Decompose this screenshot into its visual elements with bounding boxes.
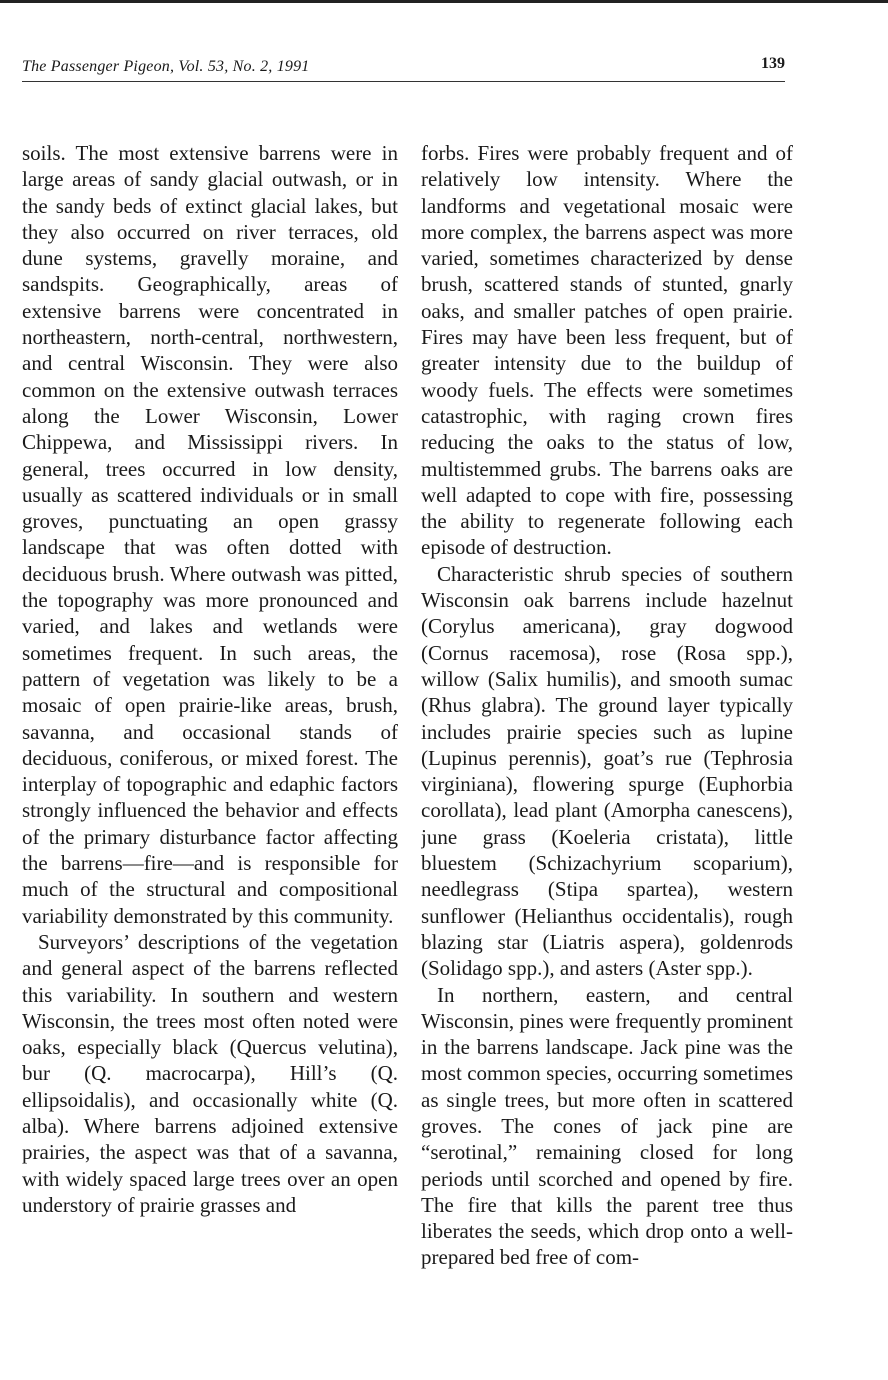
left-column — [22, 140, 398, 1370]
paragraph-surveyors-descriptions: Surveyors’ descriptions of the vegetation and general aspect of the barrens reflected this variability. In southern and western Wisconsin, the trees most often noted were oaks, especially black (Quercus velutina), bur (Q. macrocarpa), Hill’s (Q. ellipsoidalis), and occasionally white (Q. alba). Where barrens adjoined extensive prairies, the aspect was that of a savanna, with widely spaced large trees over an open understory of prairie grasses and — [22, 929, 398, 1217]
running-head: The Passenger Pigeon, Vol. 53, No. 2, 1991 — [22, 58, 310, 75]
paragraph-fire-effects: forbs. Fires were probably frequent and of relatively low intensity. Where the landforms and vegetational mosaic were more complex, the barrens aspect was more varied, sometimes characterized by dense brush, scattered stands of stunted, gnarly oaks, and smaller patches of open prairie. Fires may have been less frequent, but of greater intensity due to the buildup of woody fuels. The effects were sometimes catastrophic, with raging crown fires reducing the oaks to the status of low, multistemmed grubs. The barrens oaks are well adapted to cope with fire, possessing the ability to regenerate following each episode of destruction. — [421, 141, 793, 560]
top-border-rule — [0, 0, 888, 3]
page-header — [22, 55, 785, 82]
paragraph-shrub-species: Characteristic shrub species of southern Wisconsin oak barrens include hazelnut (Corylus americana), gray dogwood (Cornus racemosa), rose (Rosa spp.), willow (Salix humilis), and smooth sumac (Rhus glabra). The ground layer typically includes prairie species such as lupine (Lupinus perennis), goat’s rue (Tephrosia virginiana), flowering spurge (Euphorbia corollata), lead plant (Amorpha canescens), june grass (Koeleria cristata), little bluestem (Schizachyrium scoparium), needlegrass (Stipa spartea), western sunflower (Helianthus occidentalis), rough blazing star (Liatris aspera), goldenrods (Solidago spp.), and asters (Aster spp.). — [421, 561, 793, 981]
page-number: 139 — [761, 55, 785, 72]
paragraph-barrens-geography: soils. The most extensive barrens were in large areas of sandy glacial outwash, or in the sandy beds of extinct glacial lakes, but they also occurred on river terraces, old dune systems, gravelly moraine, and sandspits. Geographically, areas of extensive barrens were concentrated in northeastern, north-central, northwestern, and central Wisconsin. They were also common on the extensive outwash terraces along the Lower Wisconsin, Lower Chippewa, and Mississippi rivers. In general, trees occurred in low density, usually as scattered individuals or in small groves, punctuating an open grassy landscape that was often dotted with deciduous brush. Where outwash was pitted, the topography was more pronounced and varied, and lakes and wetlands were sometimes frequent. In such areas, the pattern of vegetation was likely to be a mosaic of open prairie-like areas, brush, savanna, and occasional stands of deciduous, coniferous, or mixed forest. The interplay of topographic and edaphic factors strongly influenced the behavior and effects of the primary disturbance factor affecting the barrens—fire—and is responsible for much of the structural and compositional variability demonstrated by this community. — [22, 141, 398, 928]
right-column — [421, 140, 793, 1370]
paragraph-pines: In northern, eastern, and central Wisconsin, pines were frequently prominent in the barrens landscape. Jack pine was the most common species, occurring sometimes as single trees, but more often in scattered groves. The cones of jack pine are “serotinal,” remaining closed for long periods until scorched and opened by fire. The fire that kills the parent tree thus liberates the seeds, which drop onto a well-prepared bed free of com- — [421, 982, 793, 1270]
